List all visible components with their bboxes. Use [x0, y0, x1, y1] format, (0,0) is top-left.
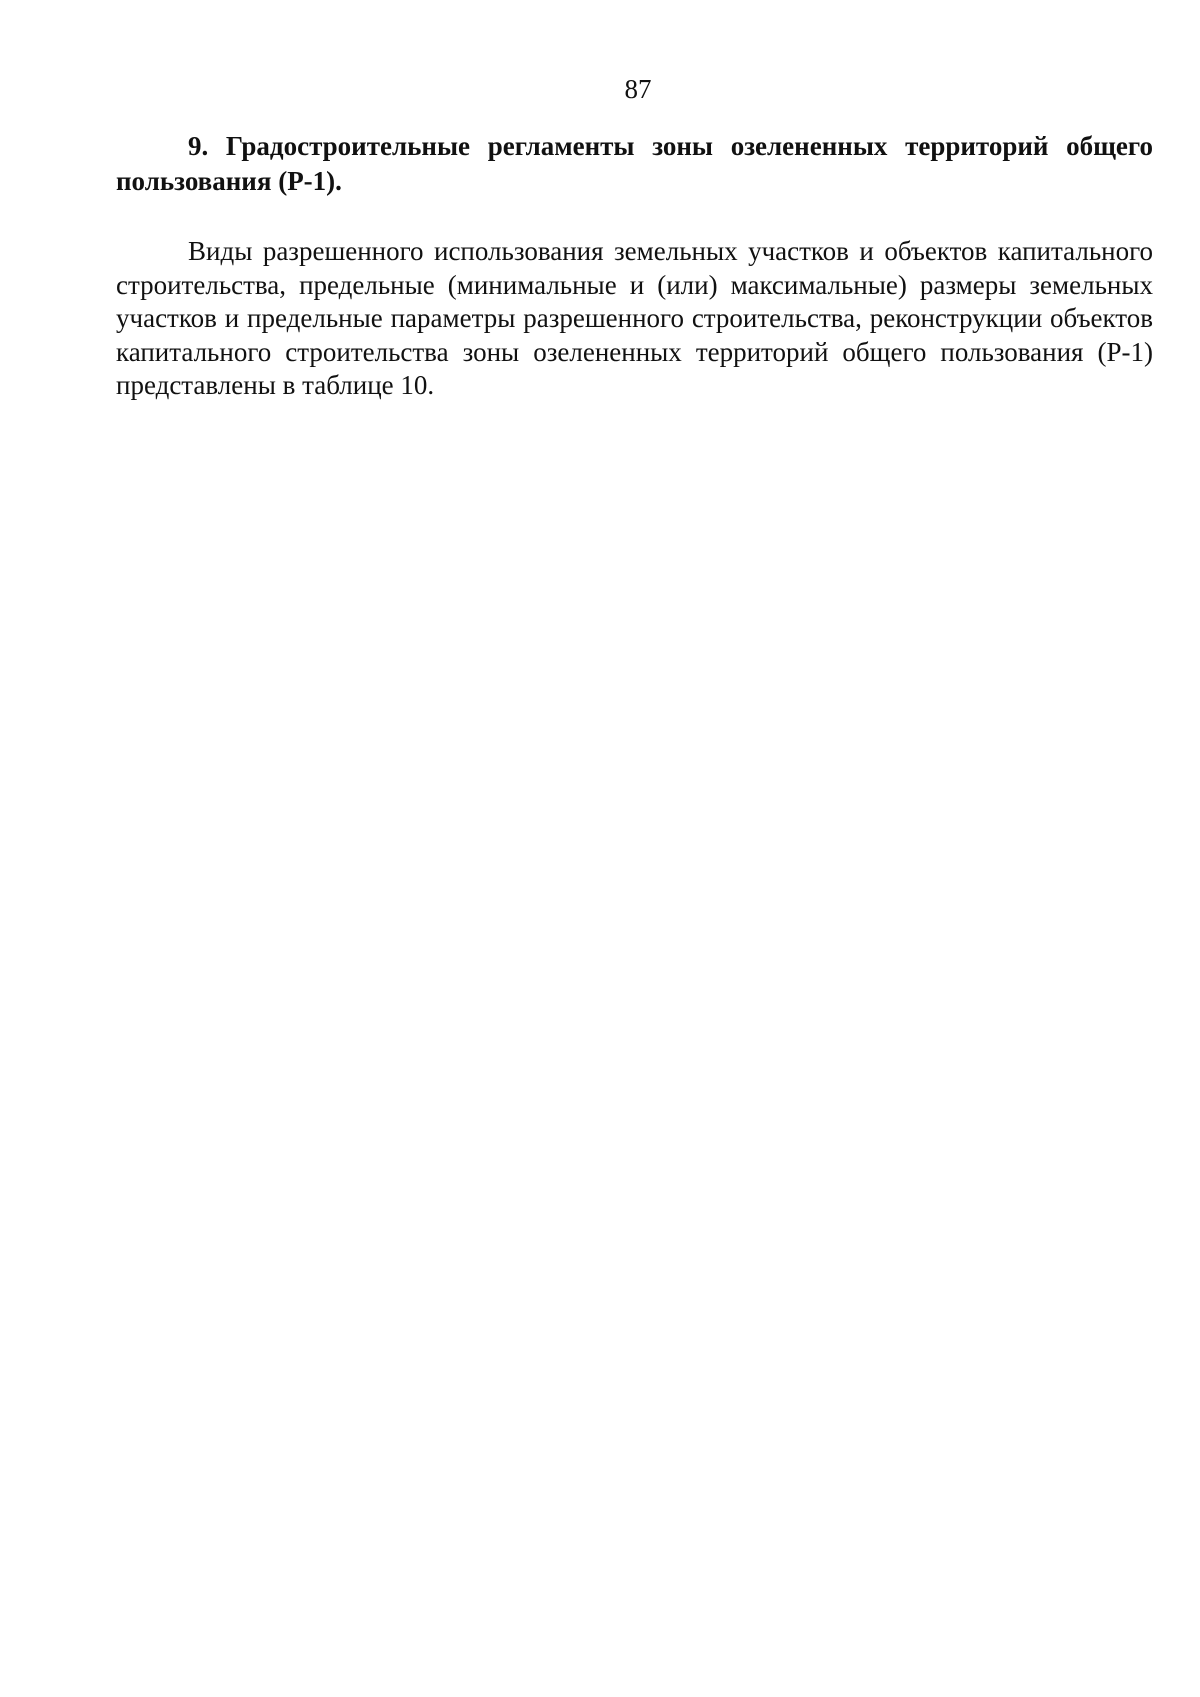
page-content [116, 129, 1153, 403]
section-title: 9. Градостроительные регламенты зоны озелененных территорий общего пользования (Р-1). [116, 131, 1153, 196]
section-paragraph: Виды разрешенного использования земельных участков и объектов капитального строительства, предельные (минимальные и (или) максимальные) размеры земельных участков и предельные параметры разрешенного строительства, реконструкции объектов капитального строительства зоны озелененных территорий общего пользования (Р-1) представлены в таблице 10. [116, 236, 1153, 400]
page-number: 87 [624, 74, 652, 104]
